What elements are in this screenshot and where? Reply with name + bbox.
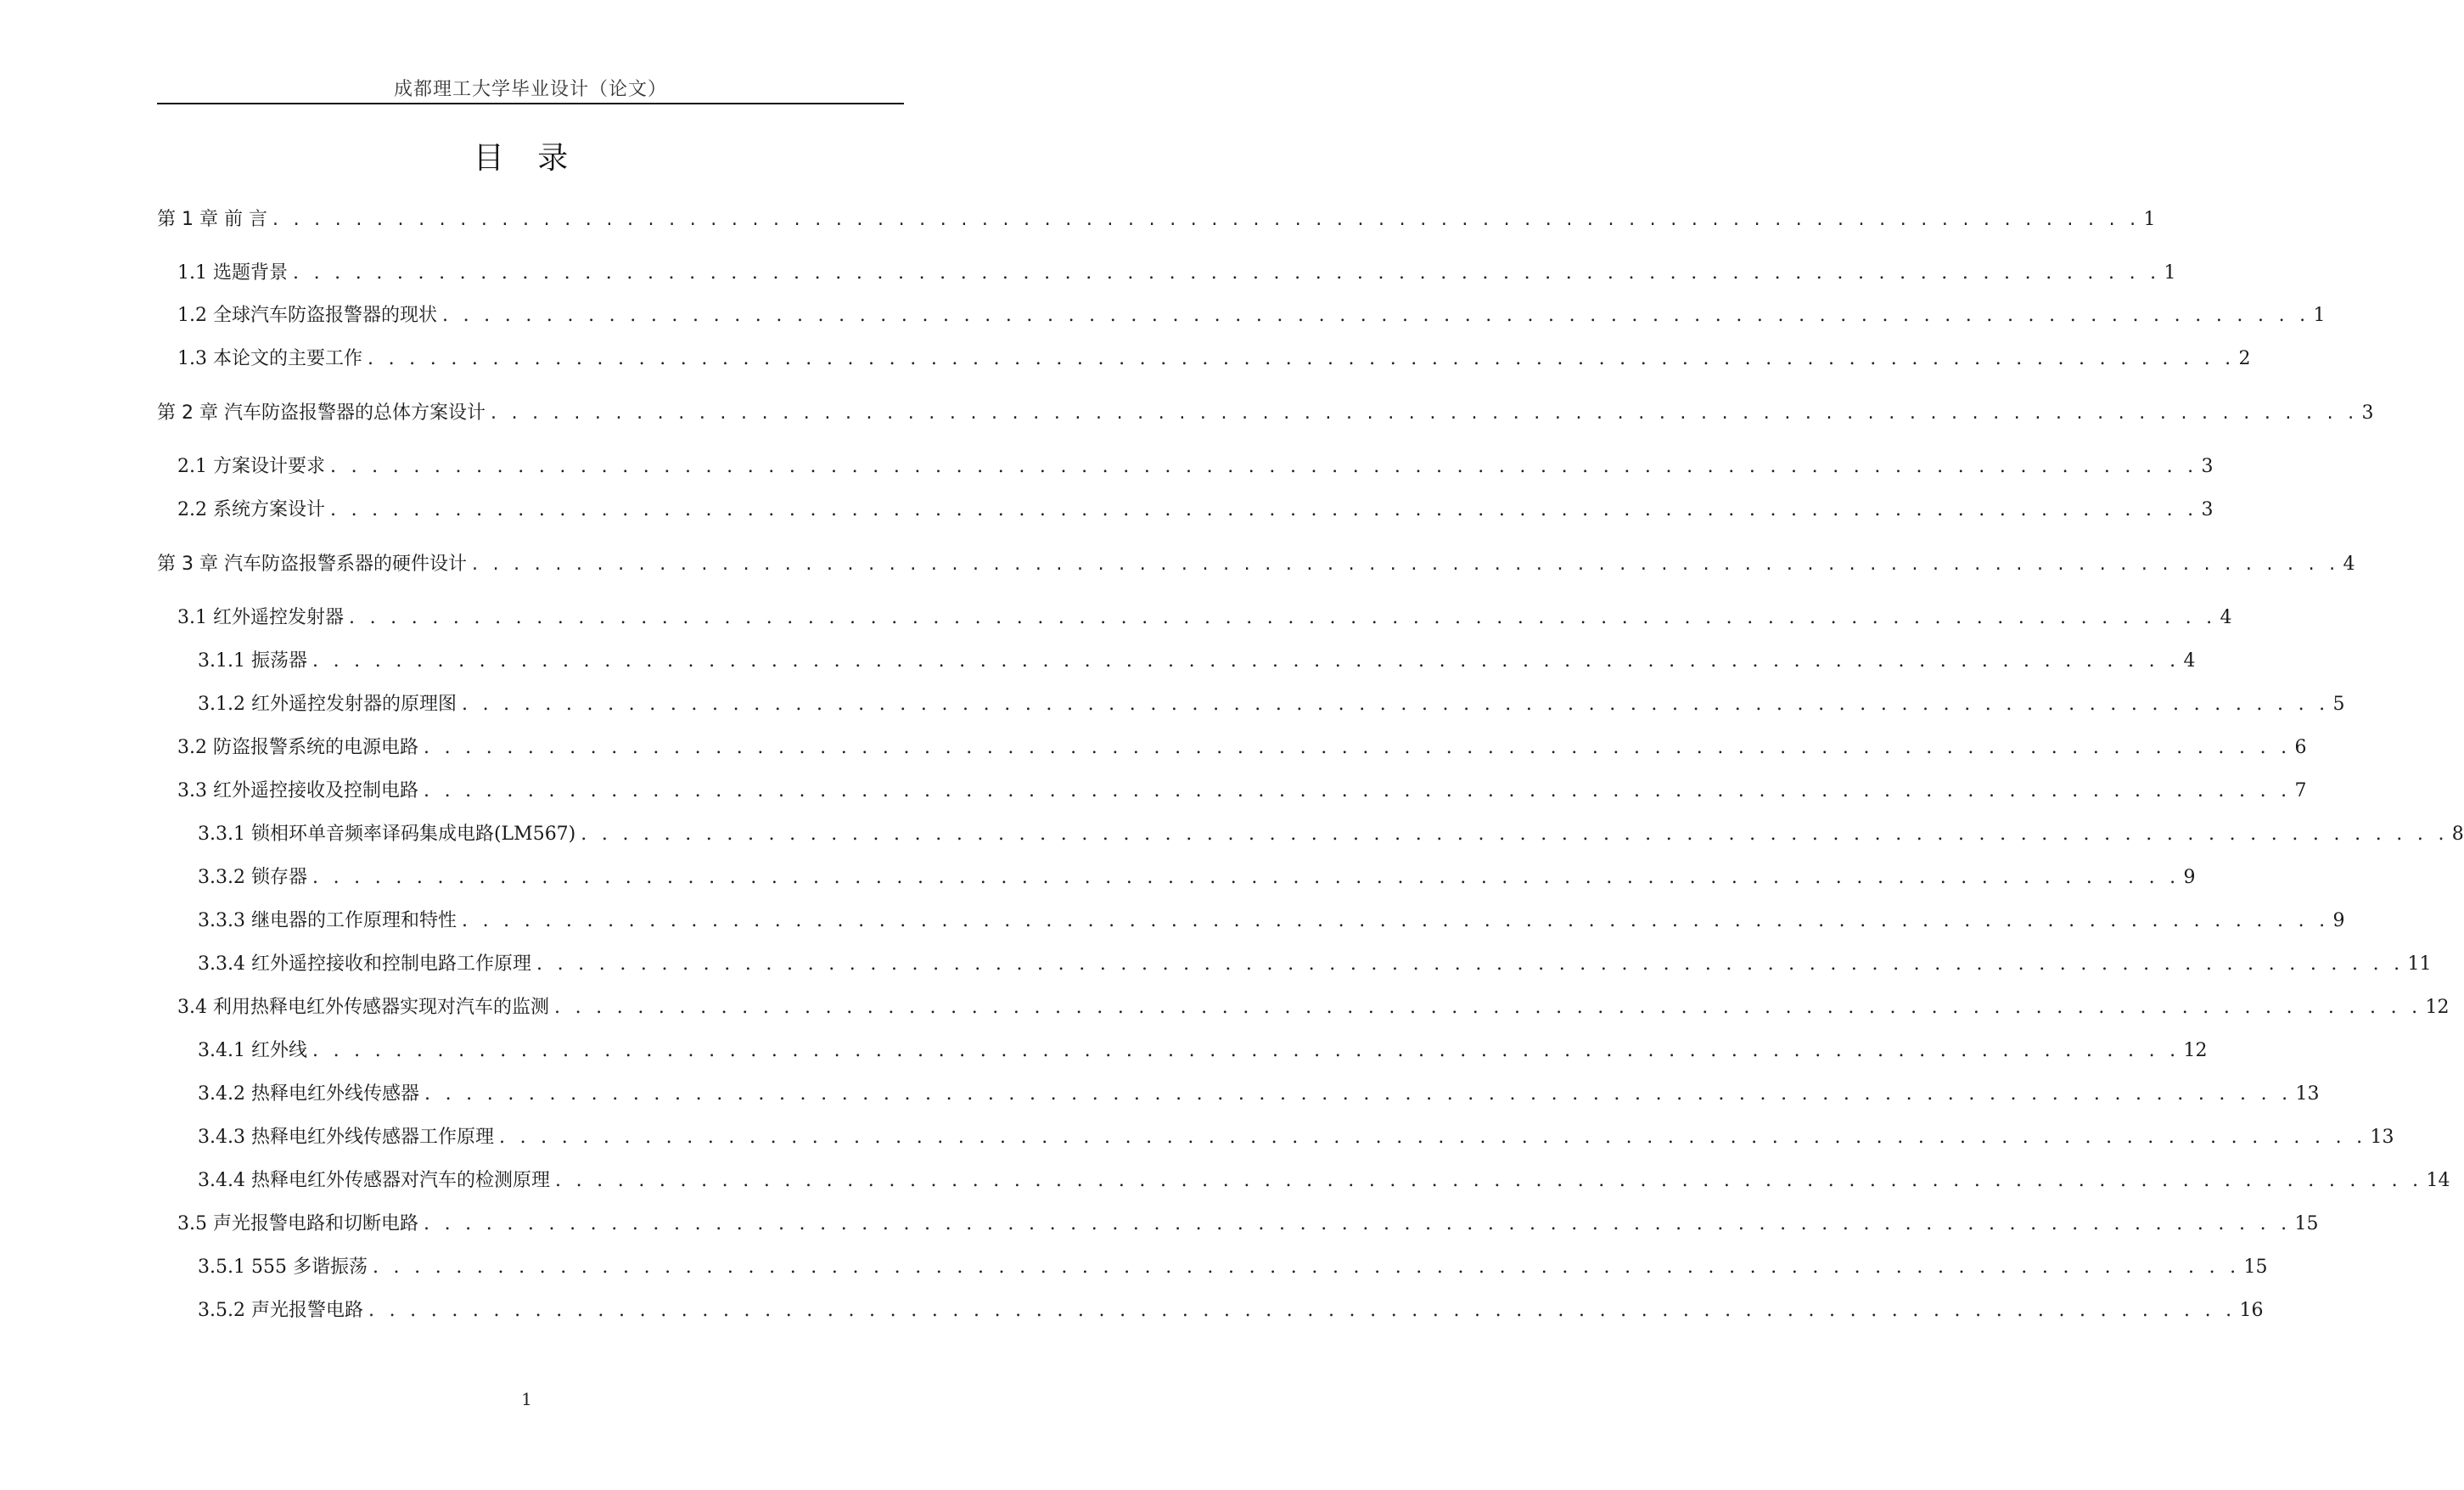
toc-entry[interactable] (198, 1167, 2450, 1195)
dot-leader: . . . . . . . . . . . . . . . . . . . . . . . . . . . . . . . . . . . . . . . . . . . . . . . . . . . . . . . . . . . . . . . . . . . . . . . . . . . . . . . . . . . . . . . . . . (312, 867, 2181, 888)
toc-entry[interactable] (177, 345, 2251, 374)
toc-entry-page: 12 (2183, 1040, 2208, 1061)
dot-leader: . . . . . . . . . . . . . . . . . . . . . . . . . . . . . . . . . . . . . . . . . . . . . . . . . . . . . . . . . . . . . . . . . . . . . . . . . . . . . . . . . . . . . . . . . . (312, 1040, 2181, 1061)
toc-entry-label: 3.3.4 红外遥控接收和控制电路工作原理 (198, 953, 531, 975)
toc-entry-label: 3.4.3 热释电红外线传感器工作原理 (198, 1127, 494, 1148)
toc-entry-label: 第 2 章 汽车防盗报警器的总体方案设计 (157, 402, 486, 424)
toc-entry-label: 3.5 声光报警电路和切断电路 (177, 1213, 418, 1234)
toc-entry-label: 3.3.1 锁相环单音频率译码集成电路(LM567) (198, 824, 576, 845)
dot-leader: . . . . . . . . . . . . . . . . . . . . . . . . . . . . . . . . . . . . . . . . . . . . . . . . . . . . . . . . . . . . . . . . . . . . . . . . . . . . . . . . . . . . . . . . . . (498, 1127, 2367, 1148)
dot-leader: . . . . . . . . . . . . . . . . . . . . . . . . . . . . . . . . . . . . . . . . . . . . . . . . . . . . . . . . . . . . . . . . . . . . . . . . . . . . . . . . . . . . . . . . . . (348, 607, 2217, 628)
dot-leader: . . . . . . . . . . . . . . . . . . . . . . . . . . . . . . . . . . . . . . . . . . . . . . . . . . . . . . . . . . . . . . . . . . . . . . . . . . . . . . . . . . . . . . . . . . (368, 1300, 2237, 1321)
toc-entry-page: 4 (2343, 554, 2355, 575)
toc-entry[interactable] (157, 550, 2355, 579)
toc-entry-label: 第 3 章 汽车防盗报警系器的硬件设计 (157, 554, 467, 575)
toc-entry[interactable] (198, 907, 2345, 936)
dot-leader: . . . . . . . . . . . . . . . . . . . . . . . . . . . . . . . . . . . . . . . . . . . . . . . . . . . . . . . . . . . . . . . . . . . . . . . . . . . . . . . . . . . . . . . . . . (424, 1083, 2293, 1105)
dot-leader: . . . . . . . . . . . . . . . . . . . . . . . . . . . . . . . . . . . . . . . . . . . . . . . . . . . . . . . . . . . . . . . . . . . . . . . . . . . . . . . . . . . . . . . . . . (581, 824, 2449, 845)
toc-entry[interactable] (198, 1037, 2208, 1065)
toc-entry-page: 14 (2426, 1170, 2450, 1191)
toc-entry-page: 13 (2370, 1127, 2394, 1148)
toc-entry-label: 3.1.2 红外遥控发射器的原理图 (198, 694, 457, 715)
toc-entry-page: 16 (2239, 1300, 2264, 1321)
toc-entry-page: 3 (2201, 499, 2214, 520)
toc-entry-label: 3.4 利用热释电红外传感器实现对汽车的监测 (177, 997, 549, 1018)
toc-entry[interactable] (157, 205, 2156, 234)
toc-entry-page: 1 (2143, 209, 2156, 230)
toc-entry-page: 5 (2332, 694, 2345, 715)
toc-entry-page: 8 (2451, 824, 2464, 845)
toc-entry-page: 4 (2183, 650, 2196, 672)
dot-leader: . . . . . . . . . . . . . . . . . . . . . . . . . . . . . . . . . . . . . . . . . . . . . . . . . . . . . . . . . . . . . . . . . . . . . . . . . . . . . . . . . . . . . . . . . . (423, 1213, 2292, 1234)
toc-entry[interactable] (198, 820, 2464, 849)
toc-entry[interactable] (198, 1080, 2320, 1109)
toc-entry[interactable] (198, 690, 2345, 719)
dot-leader: . . . . . . . . . . . . . . . . . . . . . . . . . . . . . . . . . . . . . . . . . . . . . . . . . . . . . . . . . . . . . . . . . . . . . . . . . . . . . . . . . . . . . . . . . . (329, 456, 2198, 477)
toc-entry-page: 13 (2295, 1083, 2320, 1105)
dot-leader: . . . . . . . . . . . . . . . . . . . . . . . . . . . . . . . . . . . . . . . . . . . . . . . . . . . . . . . . . . . . . . . . . . . . . . . . . . . . . . . . . . . . . . . . . . (272, 209, 2141, 230)
dot-leader: . . . . . . . . . . . . . . . . . . . . . . . . . . . . . . . . . . . . . . . . . . . . . . . . . . . . . . . . . . . . . . . . . . . . . . . . . . . . . . . . . . . . . . . . . . (490, 402, 2359, 424)
toc-entry-page: 4 (2220, 607, 2232, 628)
toc-entry[interactable] (177, 777, 2307, 806)
toc-entry-label: 第 1 章 前 言 (157, 209, 267, 230)
dot-leader: . . . . . . . . . . . . . . . . . . . . . . . . . . . . . . . . . . . . . . . . . . . . . . . . . . . . . . . . . . . . . . . . . . . . . . . . . . . . . . . . . . . . . . . . . . (312, 650, 2181, 672)
toc-entry-label: 3.4.2 热释电红外线传感器 (198, 1083, 419, 1105)
toc-entry[interactable] (198, 1253, 2268, 1282)
toc-entry-page: 1 (2313, 305, 2326, 326)
running-header: 成都理工大学毕业设计（论文） (393, 79, 667, 100)
toc-entry-page: 12 (2425, 997, 2450, 1018)
toc-entry-label: 1.1 选题背景 (177, 262, 288, 284)
toc-entry[interactable] (198, 950, 2432, 979)
toc-entry[interactable] (177, 453, 2214, 481)
dot-leader: . . . . . . . . . . . . . . . . . . . . . . . . . . . . . . . . . . . . . . . . . . . . . . . . . . . . . . . . . . . . . . . . . . . . . . . . . . . . . . . . . . . . . . . . . . (292, 262, 2161, 284)
toc-entry-page: 15 (2294, 1213, 2319, 1234)
toc-entry[interactable] (177, 259, 2176, 288)
toc-entry-label: 3.2 防盗报警系统的电源电路 (177, 737, 418, 758)
toc-entry[interactable] (198, 647, 2196, 676)
dot-leader: . . . . . . . . . . . . . . . . . . . . . . . . . . . . . . . . . . . . . . . . . . . . . . . . . . . . . . . . . . . . . . . . . . . . . . . . . . . . . . . . . . . . . . . . . . (461, 694, 2330, 715)
toc-entry[interactable] (177, 301, 2326, 330)
dot-leader: . . . . . . . . . . . . . . . . . . . . . . . . . . . . . . . . . . . . . . . . . . . . . . . . . . . . . . . . . . . . . . . . . . . . . . . . . . . . . . . . . . . . . . . . . . (441, 305, 2310, 326)
toc-entry[interactable] (177, 604, 2232, 633)
toc-entry-page: 11 (2407, 953, 2432, 975)
toc-entry-label: 3.5.1 555 多谐振荡 (198, 1257, 368, 1278)
page-number: 1 (521, 1389, 532, 1409)
dot-leader: . . . . . . . . . . . . . . . . . . . . . . . . . . . . . . . . . . . . . . . . . . . . . . . . . . . . . . . . . . . . . . . . . . . . . . . . . . . . . . . . . . . . . . . . . . (423, 780, 2292, 801)
toc-entry-label: 3.3.2 锁存器 (198, 867, 307, 888)
dot-leader: . . . . . . . . . . . . . . . . . . . . . . . . . . . . . . . . . . . . . . . . . . . . . . . . . . . . . . . . . . . . . . . . . . . . . . . . . . . . . . . . . . . . . . . . . . (372, 1257, 2241, 1278)
toc-entry-label: 3.1 红外遥控发射器 (177, 607, 344, 628)
toc-entry[interactable] (177, 496, 2214, 525)
toc-entry-page: 6 (2294, 737, 2307, 758)
toc-entry-label: 3.5.2 声光报警电路 (198, 1300, 363, 1321)
dot-leader: . . . . . . . . . . . . . . . . . . . . . . . . . . . . . . . . . . . . . . . . . . . . . . . . . . . . . . . . . . . . . . . . . . . . . . . . . . . . . . . . . . . . . . . . . . (423, 737, 2292, 758)
toc-entry-page: 9 (2183, 867, 2196, 888)
toc-entry[interactable] (177, 993, 2450, 1022)
toc-entry-label: 3.3.3 继电器的工作原理和特性 (198, 910, 457, 931)
toc-entry-page: 1 (2164, 262, 2176, 284)
toc-entry-page: 9 (2332, 910, 2345, 931)
toc-entry[interactable] (198, 1123, 2394, 1152)
toc-entry-label: 3.1.1 振荡器 (198, 650, 307, 672)
toc-entry-page: 7 (2294, 780, 2307, 801)
dot-leader: . . . . . . . . . . . . . . . . . . . . . . . . . . . . . . . . . . . . . . . . . . . . . . . . . . . . . . . . . . . . . . . . . . . . . . . . . . . . . . . . . . . . . . . . . . (367, 348, 2236, 369)
toc-entry-page: 3 (2201, 456, 2214, 477)
toc-entry[interactable] (198, 1296, 2264, 1325)
toc-entry[interactable] (157, 399, 2374, 428)
toc-entry[interactable] (198, 863, 2196, 892)
toc-entry-page: 15 (2243, 1257, 2268, 1278)
toc-entry-label: 3.3 红外遥控接收及控制电路 (177, 780, 418, 801)
toc-entry-label: 3.4.1 红外线 (198, 1040, 307, 1061)
dot-leader: . . . . . . . . . . . . . . . . . . . . . . . . . . . . . . . . . . . . . . . . . . . . . . . . . . . . . . . . . . . . . . . . . . . . . . . . . . . . . . . . . . . . . . . . . . (553, 997, 2422, 1018)
toc-entry-page: 2 (2238, 348, 2251, 369)
toc-entry-label: 1.2 全球汽车防盗报警器的现状 (177, 305, 437, 326)
toc-title: 目 录 (473, 141, 581, 176)
dot-leader: . . . . . . . . . . . . . . . . . . . . . . . . . . . . . . . . . . . . . . . . . . . . . . . . . . . . . . . . . . . . . . . . . . . . . . . . . . . . . . . . . . . . . . . . . . (461, 910, 2330, 931)
dot-leader: . . . . . . . . . . . . . . . . . . . . . . . . . . . . . . . . . . . . . . . . . . . . . . . . . . . . . . . . . . . . . . . . . . . . . . . . . . . . . . . . . . . . . . . . . . (471, 554, 2340, 575)
dot-leader: . . . . . . . . . . . . . . . . . . . . . . . . . . . . . . . . . . . . . . . . . . . . . . . . . . . . . . . . . . . . . . . . . . . . . . . . . . . . . . . . . . . . . . . . . . (536, 953, 2405, 975)
dot-leader: . . . . . . . . . . . . . . . . . . . . . . . . . . . . . . . . . . . . . . . . . . . . . . . . . . . . . . . . . . . . . . . . . . . . . . . . . . . . . . . . . . . . . . . . . . (329, 499, 2198, 520)
toc-entry-label: 2.2 系统方案设计 (177, 499, 325, 520)
toc-entry-label: 3.4.4 热释电红外传感器对汽车的检测原理 (198, 1170, 550, 1191)
toc-entry[interactable] (177, 1210, 2319, 1239)
toc-entry-page: 3 (2361, 402, 2374, 424)
toc-entry-label: 2.1 方案设计要求 (177, 456, 325, 477)
toc-entry[interactable] (177, 734, 2307, 762)
dot-leader: . . . . . . . . . . . . . . . . . . . . . . . . . . . . . . . . . . . . . . . . . . . . . . . . . . . . . . . . . . . . . . . . . . . . . . . . . . . . . . . . . . . . . . . . . . (554, 1170, 2423, 1191)
toc-entry-label: 1.3 本论文的主要工作 (177, 348, 362, 369)
